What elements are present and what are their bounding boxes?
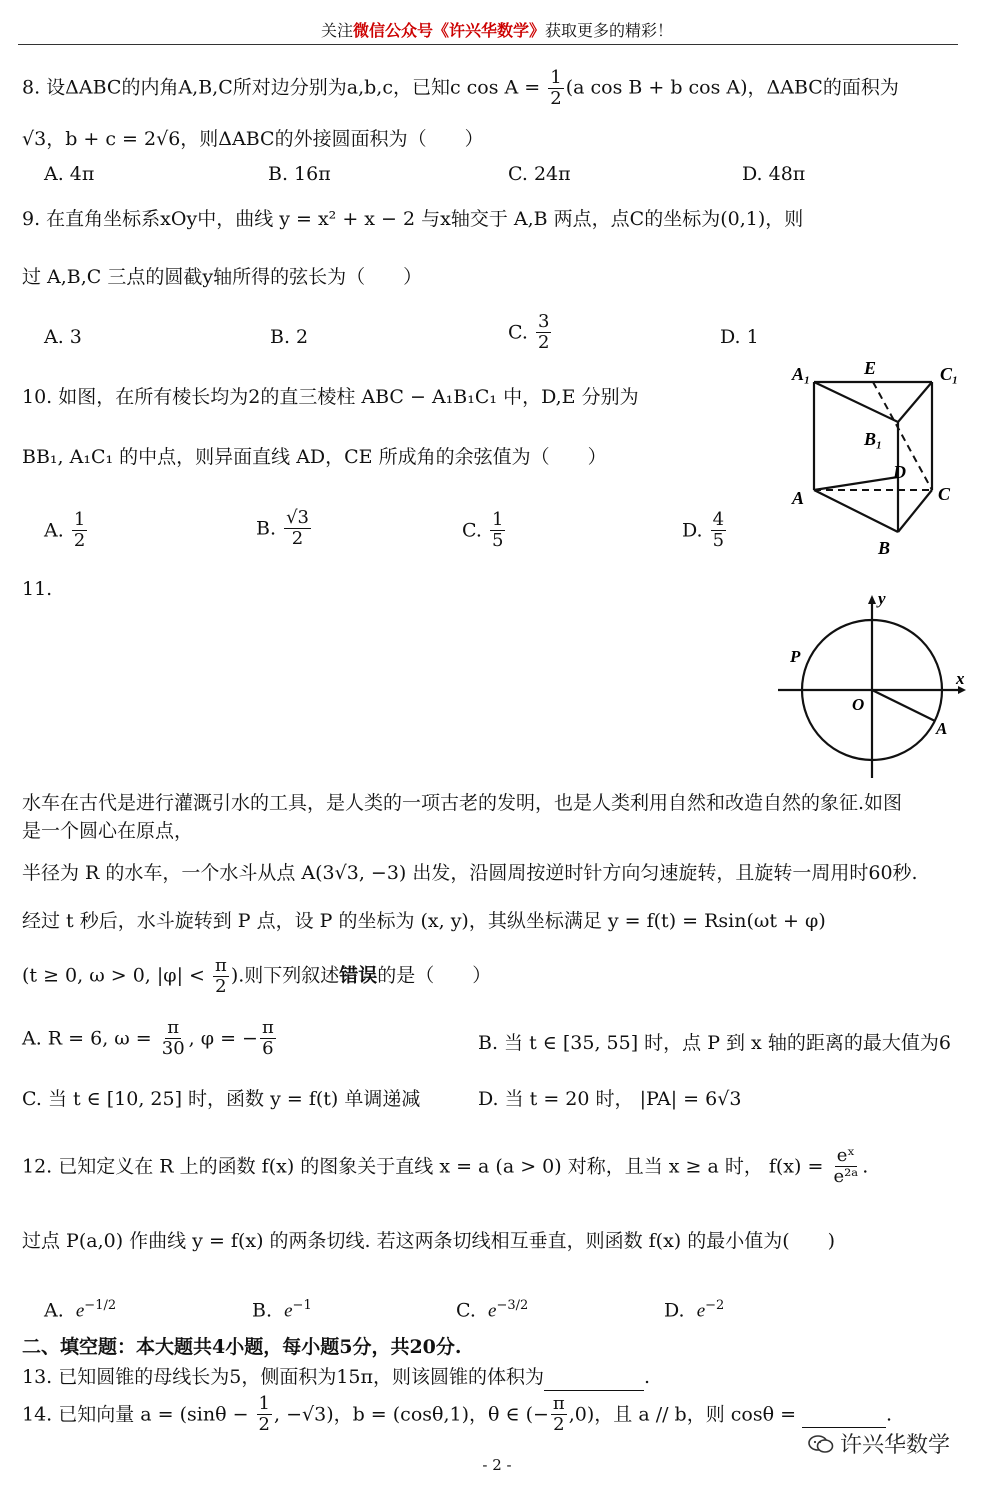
- q9-option-c-frac: [536, 312, 551, 353]
- q11-option-b: B. 当 t ∈ [35, 55] 时，点 P 到 x 轴的距离的最大值为6: [478, 1032, 951, 1054]
- q10-b-den: 2: [291, 528, 304, 549]
- q8-line1: [22, 68, 899, 109]
- q11-a-den1: 30: [161, 1038, 185, 1059]
- q11-para1b: 是一个圆心在原点，: [22, 820, 194, 842]
- q12-option-d: [664, 1298, 724, 1322]
- y-arrow-icon: [868, 595, 876, 604]
- q11-para4-frac: [213, 956, 229, 997]
- q8-option-c: C. 24π: [508, 163, 571, 185]
- q11-a-frac2: [260, 1018, 276, 1059]
- q8-option-d: D. 48π: [742, 163, 806, 185]
- q11-para4-a: (t ≥ 0, ω > 0, |φ| <: [22, 964, 211, 987]
- q12-b-base: e: [284, 1300, 293, 1322]
- q10-a-frac: [72, 510, 87, 551]
- label-c: C: [938, 484, 951, 504]
- wechat-logo-icon: [808, 1434, 834, 1454]
- waterwheel-figure: [770, 590, 970, 785]
- q11-a-text1: A. R = 6, ω =: [22, 1027, 158, 1050]
- q10-b-label: B.: [256, 517, 277, 540]
- edge-ab: [814, 490, 898, 532]
- q14-text-c: ,0)，且 a // b，则 cosθ =: [568, 1403, 803, 1426]
- q11-para4-c: 的是（ ）: [377, 964, 492, 987]
- q10-c-frac: [490, 510, 505, 551]
- q11-p4-den: 2: [215, 976, 227, 997]
- q13-answer-blank[interactable]: [544, 1364, 644, 1391]
- q10-d-label: D.: [682, 519, 703, 542]
- q12-line1: [22, 1146, 868, 1187]
- q12-a-base: e: [75, 1300, 85, 1322]
- q12-text-a: 12. 已知定义在 R 上的函数 f(x) 的图象关于直线 x = a (a > 0) 对称，且当 x ≥ a 时， f(x) =: [22, 1155, 830, 1178]
- q12-a-label: A.: [44, 1299, 64, 1322]
- q9-c-den: 2: [537, 332, 550, 353]
- q12-text-b: .: [862, 1155, 869, 1178]
- q12-b-exp: −1: [292, 1298, 312, 1313]
- q12-c-label: C.: [456, 1299, 476, 1322]
- q11-option-a: [22, 1018, 278, 1059]
- q11-option-c: C. 当 t ∈ [10, 25] 时，函数 y = f(t) 单调递减: [22, 1088, 421, 1110]
- q9-option-b: B. 2: [270, 326, 309, 348]
- q12-d-exp: −2: [705, 1298, 725, 1313]
- q11-number: 11.: [22, 578, 53, 600]
- q10-c-label: C.: [462, 519, 482, 542]
- q12-frac-num: eˣ: [836, 1145, 855, 1166]
- q8-line2: √3，b + c = 2√6，则ΔABC的外接圆面积为（ ）: [22, 128, 484, 150]
- q10-line2: BB₁, A₁C₁ 的中点，则异面直线 AD，CE 所成角的余弦值为（ ）: [22, 446, 607, 468]
- page-header: [0, 18, 994, 41]
- q9-line2: 过 A,B,C 三点的圆截y轴所得的弦长为（ ）: [22, 266, 423, 288]
- q10-option-d: [682, 510, 728, 551]
- q8-frac-num: 1: [550, 67, 562, 88]
- label-a1: A₁: [792, 364, 811, 384]
- header-rule: [18, 44, 958, 45]
- q12-d-base: e: [696, 1300, 706, 1322]
- q8-frac-den: 2: [550, 88, 562, 109]
- q9-option-a: A. 3: [44, 326, 82, 348]
- q8-text-b: (a cos B + b cos A)，ΔABC的面积为: [565, 76, 899, 99]
- q10-a-den: 2: [73, 530, 86, 551]
- q12-frac-den: e²ᵃ: [833, 1166, 859, 1187]
- q10-d-den: 5: [712, 530, 725, 551]
- q10-option-c: [462, 510, 507, 551]
- q14-num1: 1: [258, 1393, 270, 1414]
- q9-line1: 9. 在直角坐标系xOy中，曲线 y = x² + x − 2 与x轴交于 A,B 两点，点C的坐标为(0,1)，则: [22, 208, 804, 230]
- q14-den1: 2: [258, 1414, 270, 1435]
- label-x: x: [956, 669, 965, 688]
- q14-frac1: [257, 1394, 272, 1435]
- edge-bc: [898, 490, 932, 532]
- q9-option-d: D. 1: [720, 326, 759, 348]
- watermark: [808, 1428, 950, 1459]
- q8-option-a: A. 4π: [44, 163, 95, 185]
- q10-option-a: [44, 510, 89, 551]
- q12-option-b: [252, 1298, 312, 1322]
- header-suffix: 获取更多的精彩！: [545, 21, 674, 40]
- label-a-point: A: [936, 719, 948, 738]
- q14-answer-blank[interactable]: [802, 1401, 886, 1428]
- q8-fraction: [548, 68, 563, 109]
- q12-c-base: e: [488, 1300, 497, 1322]
- page-number: - 2 -: [482, 1456, 512, 1474]
- watermark-text: 许兴华数学: [840, 1433, 951, 1458]
- label-o: O: [852, 695, 865, 714]
- q12-fraction: [831, 1146, 860, 1187]
- q10-c-num: 1: [491, 509, 504, 530]
- header-highlight: 微信公众号《许兴华数学》: [352, 21, 545, 40]
- q10-d-frac: [711, 510, 726, 551]
- q10-b-frac: [284, 508, 311, 549]
- q11-para4-bold: 错误: [339, 964, 378, 987]
- q12-a-exp: −1/2: [84, 1298, 117, 1313]
- q11-a-num2: π: [261, 1017, 274, 1038]
- q10-option-b: [256, 508, 313, 549]
- q8-option-b: B. 16π: [268, 163, 331, 185]
- q11-a-num1: π: [167, 1017, 180, 1038]
- q10-line1: 10. 如图，在所有棱长均为2的直三棱柱 ABC − A₁B₁C₁ 中，D,E 分别为: [22, 386, 639, 408]
- q9-option-c-label: C.: [508, 321, 528, 344]
- q11-a-den2: 6: [262, 1038, 274, 1059]
- q12-d-label: D.: [664, 1299, 685, 1322]
- q10-d-num: 4: [712, 509, 725, 530]
- q14-text-b: , −√3)，b = (cosθ,1)，θ ∈ (−: [274, 1403, 549, 1426]
- q14-den2: 2: [553, 1414, 565, 1435]
- q10-a-num: 1: [73, 509, 86, 530]
- section-title: 二、填空题：本大题共4小题，每小题5分，共20分.: [22, 1336, 462, 1358]
- q12-option-a: [44, 1298, 116, 1322]
- q12-line2: 过点 P(a,0) 作曲线 y = f(x) 的两条切线. 若这两条切线相互垂直，则函数 f(x) 的最小值为( ): [22, 1230, 836, 1252]
- q12-option-c: [456, 1298, 528, 1322]
- label-d: D: [893, 462, 906, 482]
- q14-text-a: 14. 已知向量 a = (sinθ −: [22, 1403, 255, 1426]
- q14-end: .: [886, 1403, 893, 1426]
- q13-end: .: [644, 1366, 651, 1388]
- radius-oa: [872, 690, 935, 721]
- header-prefix: 关注: [320, 21, 353, 40]
- q13-text: 13. 已知圆锥的母线长为5，侧面积为15π，则该圆锥的体积为: [22, 1366, 545, 1388]
- label-p: P: [790, 647, 801, 666]
- q11-p4-num: π: [214, 955, 227, 976]
- prism-figure: [780, 352, 980, 562]
- q9-c-num: 3: [537, 311, 550, 332]
- label-b: B: [878, 538, 891, 558]
- q11-para4-b: ).则下列叙述: [230, 964, 340, 987]
- q11-para1: 水车在古代是进行灌溉引水的工具，是人类的一项古老的发明，也是人类利用自然和改造自然的象征.如图: [22, 792, 903, 814]
- q11-para4: [22, 956, 491, 997]
- q11-a-text2: , φ = −: [188, 1027, 258, 1050]
- q10-c-den: 5: [491, 530, 504, 551]
- q14-frac2: [551, 1394, 567, 1435]
- q11-para3: 经过 t 秒后，水斗旋转到 P 点，设 P 的坐标为 (x, y)，其纵坐标满足 y = f(t) = Rsin(ωt + φ): [22, 910, 826, 932]
- q13-line: [22, 1364, 650, 1391]
- q12-b-label: B.: [252, 1299, 273, 1322]
- q14-line: [22, 1394, 892, 1435]
- label-y: y: [878, 590, 886, 608]
- label-a: A: [792, 488, 805, 508]
- q12-c-exp: −3/2: [496, 1298, 529, 1313]
- label-c1: C₁: [940, 364, 959, 384]
- q11-option-d: D. 当 t = 20 时， |PA| = 6√3: [478, 1088, 742, 1110]
- q14-num2: π: [552, 1393, 565, 1414]
- edge-b1c1: [898, 382, 932, 422]
- label-e: E: [864, 358, 877, 378]
- q8-text-a: 8. 设ΔABC的内角A,B,C所对边分别为a,b,c，已知c cos A =: [22, 76, 547, 99]
- q11-a-frac1: [160, 1018, 187, 1059]
- q10-a-label: A.: [44, 519, 64, 542]
- q10-b-num: √3: [286, 507, 309, 528]
- segment-ad: [814, 477, 898, 490]
- label-b1: B₁: [864, 429, 883, 449]
- q11-para2: 半径为 R 的水车，一个水斗从点 A(3√3, −3) 出发，沿圆周按逆时针方向匀速旋转，且旋转一周用时60秒.: [22, 862, 918, 884]
- edge-a1b1: [814, 382, 898, 422]
- q9-option-c: [508, 312, 553, 353]
